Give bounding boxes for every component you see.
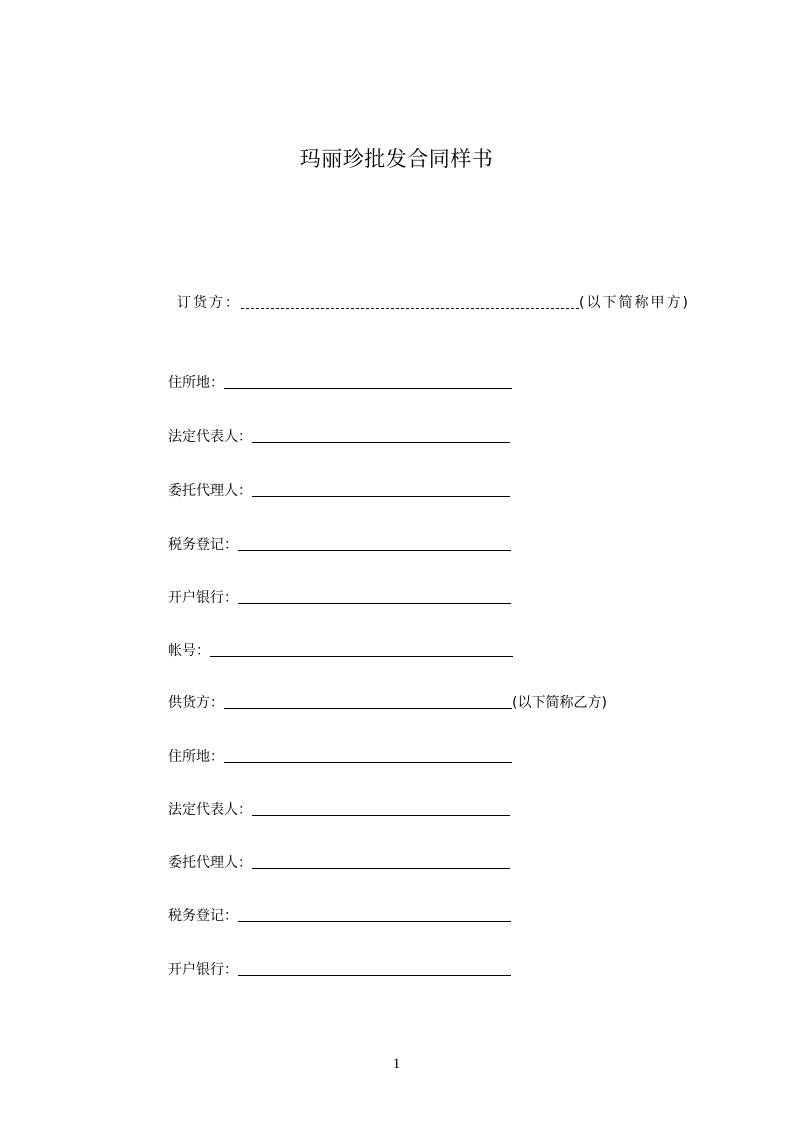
seller-tax-blank [238, 907, 511, 922]
seller-label: 供货方： [168, 695, 224, 711]
seller-address-label: 住所地： [168, 749, 224, 765]
seller-agent-blank [252, 854, 510, 869]
seller-tax-label: 税务登记： [168, 908, 238, 924]
buyer-account-label: 帐号： [168, 643, 210, 659]
buyer-label: 订货方： [177, 295, 241, 311]
seller-address-line [168, 744, 512, 766]
buyer-bank-line [168, 585, 511, 607]
buyer-line [177, 290, 690, 312]
seller-tax-line [168, 903, 511, 925]
buyer-tax-line [168, 532, 511, 554]
seller-bank-line [168, 957, 511, 979]
seller-bank-label: 开户银行： [168, 962, 238, 978]
seller-agent-line [168, 850, 510, 872]
buyer-name-blank [241, 294, 579, 309]
buyer-legal-rep-line [168, 424, 510, 446]
seller-legal-rep-line [168, 797, 510, 819]
buyer-address-blank [224, 374, 512, 389]
buyer-address-line [168, 370, 512, 392]
buyer-agent-label: 委托代理人： [168, 483, 252, 499]
buyer-tax-label: 税务登记： [168, 537, 238, 553]
seller-name-blank [224, 694, 512, 709]
buyer-bank-label: 开户银行： [168, 590, 238, 606]
buyer-account-blank [210, 642, 513, 657]
seller-legal-rep-blank [252, 801, 510, 816]
seller-legal-rep-label: 法定代表人： [168, 802, 252, 818]
seller-suffix: (以下简称乙方) [512, 695, 607, 711]
buyer-legal-rep-blank [252, 428, 510, 443]
buyer-suffix: (以下简称甲方) [579, 295, 690, 311]
buyer-account-line [168, 638, 513, 660]
seller-address-blank [224, 748, 512, 763]
document-title: 玛丽珍批发合同样书 [299, 147, 494, 171]
buyer-tax-blank [238, 536, 511, 551]
page-number: 1 [392, 1056, 401, 1072]
buyer-legal-rep-label: 法定代表人： [168, 429, 252, 445]
seller-line [168, 690, 607, 712]
buyer-agent-line [168, 478, 510, 500]
buyer-bank-blank [238, 589, 511, 604]
seller-agent-label: 委托代理人： [168, 855, 252, 871]
seller-bank-blank [238, 961, 511, 976]
buyer-agent-blank [252, 482, 510, 497]
buyer-address-label: 住所地： [168, 375, 224, 391]
